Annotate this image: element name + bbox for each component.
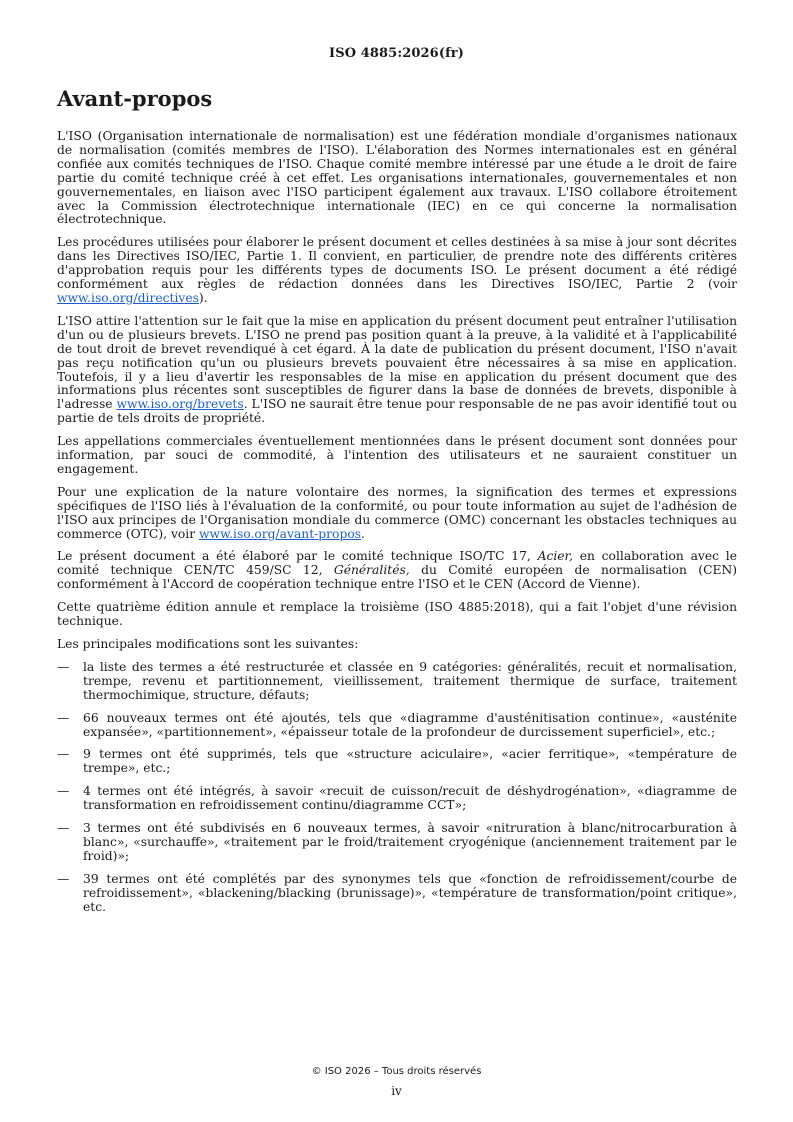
dash-bullet: — <box>57 784 70 799</box>
document-identifier: ISO 4885:2026(fr) <box>329 46 464 61</box>
paragraph-text: en collaboration avec le comité technique CEN/TC 459/SC 12, <box>57 549 737 578</box>
paragraph-text: Les procédures utilisées pour élaborer le présent document et celles destinées à sa mise à jour sont décrites dans les Directives ISO/IEC, Partie 1. Il convient, en particulier, de prendre note des différents critères d'approbation requis pour les différents types de documents ISO. Le présent document a été rédigé conformément aux règles de rédaction données dans les Directives ISO/IEC, Partie 2 (voir <box>57 235 737 292</box>
paragraph-text: Pour une explication de la nature volontaire des normes, la signification des termes et expressions spécifiques de l'ISO liés à l'évaluation de la conformité, ou pour toute information au sujet de l'adhésion de l'ISO aux principes de l'Organisation mondiale du commerce (OMC) concernant les obstacles techniques au commerce (OTC), voir <box>57 484 737 541</box>
paragraph-text: . L'ISO ne saurait être tenue pour responsable de ne pas avoir identifié tout ou partie de tels droits de propriété. <box>57 397 737 426</box>
paragraph-committee <box>57 550 737 592</box>
list-item-text: la liste des termes a été restructurée et classée en 9 catégories: généralités, recuit et normalisation, trempe, revenu et partitionnement, vieillissement, traitement thermique de surface, traitement thermochimique, structure, défauts; <box>83 659 737 702</box>
list-item-text: 66 nouveaux termes ont été ajoutés, tels que «diagramme d'austénitisation continue», «austénite expansée», «partitionnement», «épaisseur totale de la profondeur de durcissement superficiel», etc.; <box>83 710 737 739</box>
paragraph-text: du Comité européen de normalisation (CEN) conformément à l'Accord de coopération technique entre l'ISO et le CEN (Accord de Vienne). <box>57 563 738 592</box>
list-item <box>57 748 737 776</box>
paragraph-trade-names: Les appellations commerciales éventuellement mentionnées dans le présent document sont données pour information, par souci de commodité, à l'intention des utilisateurs et ne sauraient constituer un engagement. <box>57 434 737 476</box>
list-item-text: 39 termes ont été complétés par des synonymes tels que «fonction de refroidissement/courbe de refroidissement», «blackening/blacking (brunissage)», «température de transformation/point critique», etc. <box>83 871 737 914</box>
committee-name-steel: Acier, <box>537 549 573 564</box>
dash-bullet: — <box>57 659 70 674</box>
list-item-text: 3 termes ont été subdivisés en 6 nouveaux termes, à savoir «nitruration à blanc/nitrocarburation à blanc», «surchauffe», «traitement par le froid/traitement cryogénique (anciennement traitement par le froid)»; <box>83 821 737 863</box>
copyright-footer: © ISO 2026 – Tous droits réservés <box>311 1066 482 1077</box>
patents-link[interactable]: www.iso.org/brevets <box>116 397 244 412</box>
dash-bullet: — <box>57 747 70 762</box>
list-item <box>57 712 737 740</box>
changes-list <box>57 661 737 915</box>
paragraph-text: Le présent document a été élaboré par le comité technique ISO/TC 17, <box>57 549 538 564</box>
dash-bullet: — <box>57 871 70 886</box>
paragraph-text: . <box>361 526 365 541</box>
list-item <box>57 873 737 915</box>
dash-bullet: — <box>57 821 70 836</box>
directives-link[interactable]: www.iso.org/directives <box>57 290 199 305</box>
page-title: Avant-propos <box>57 86 213 111</box>
paragraph-changes-intro: Les principales modifications sont les suivantes: <box>57 637 359 651</box>
committee-name-general: Généralités, <box>333 563 410 578</box>
list-item-text: 4 termes ont été intégrés, à savoir «recuit de cuisson/recuit de déshydrogénation», «diagramme de transformation en refroidissement continu/diagramme CCT»; <box>83 784 737 813</box>
page-number: iv <box>391 1084 402 1098</box>
list-item <box>57 661 737 703</box>
dash-bullet: — <box>57 710 70 725</box>
paragraph-voluntary-nature <box>57 486 737 542</box>
foreword-body <box>57 130 737 924</box>
paragraph-text: ). <box>198 290 208 305</box>
paragraph-text: L'ISO attire l'attention sur le fait que la mise en application du présent document peut entraîner l'utilisation d'un ou de plusieurs brevets. L'ISO ne prend pas position quant à la preuve, à la validité et à l'applicabilité de tout droit de brevet revendiqué à cet égard. À la date de publication du présent document, l'ISO n'avait pas reçu notification qu'un ou plusieurs brevets pouvaient être nécessaires à sa mise en application. Toutefois, il y a lieu d'avertir les responsables de la mise en application du présent document que des informations plus récentes sont susceptibles de figurer dans la base de données de brevets, disponible à l'adresse <box>57 313 737 412</box>
paragraph-procedures <box>57 236 737 306</box>
paragraph-edition: Cette quatrième édition annule et remplace la troisième (ISO 4885:2018), qui a fait l'objet d'une révision technique. <box>57 600 737 629</box>
list-item <box>57 785 737 813</box>
foreword-link[interactable]: www.iso.org/avant-propos <box>199 526 362 541</box>
paragraph-patents <box>57 315 737 426</box>
list-item-text: 9 termes ont été supprimés, tels que «structure aciculaire», «acier ferritique», «température de trempe», etc.; <box>83 747 737 776</box>
list-item <box>57 822 737 864</box>
paragraph-iso-description: L'ISO (Organisation internationale de normalisation) est une fédération mondiale d'organismes nationaux de normalisation (comités membres de l'ISO). L'élaboration des Normes internationales est en général confiée aux comités techniques de l'ISO. Chaque comité membre intéressé par une étude a le droit de faire partie du comité technique créé à cet effet. Les organisations internationales, gouvernementales et non gouvernementales, en liaison avec l'ISO participent également aux travaux. L'ISO collabore étroitement avec la Commission électrotechnique internationale (IEC) en ce qui concerne la normalisation électrotechnique. <box>57 129 737 227</box>
